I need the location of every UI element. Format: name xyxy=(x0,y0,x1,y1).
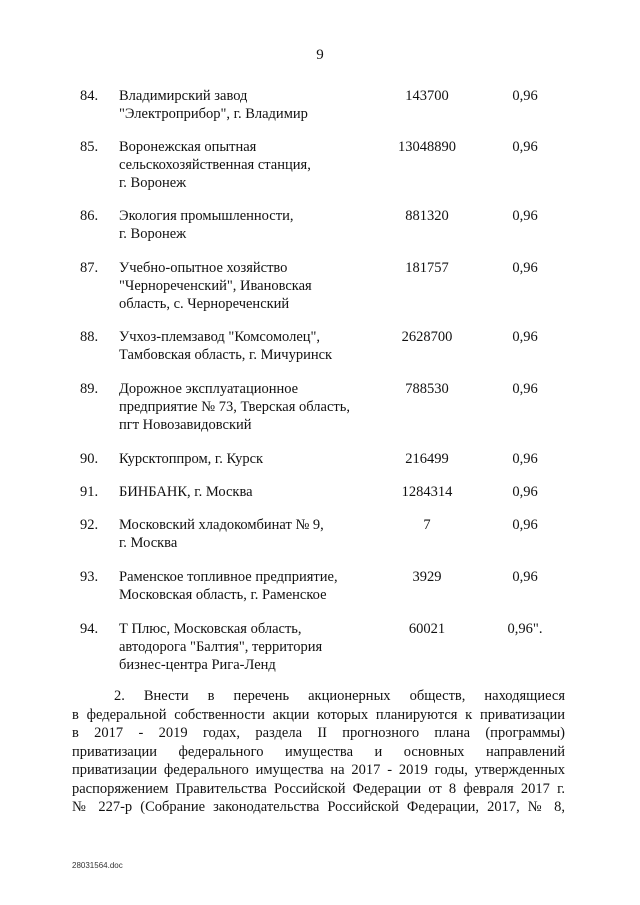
share-percent: 0,96". xyxy=(507,621,543,637)
company-name-line: "Чернореченский", Ивановская xyxy=(119,278,312,294)
company-name xyxy=(119,483,389,501)
company-name xyxy=(119,207,389,243)
row-number: 84. xyxy=(80,88,99,104)
company-name-line: пгт Новозавидовский xyxy=(119,417,252,433)
company-name-line: область, с. Чернореченский xyxy=(119,296,290,312)
document-filename: 28031564.doc xyxy=(72,861,123,870)
company-name-line: предприятие № 73, Тверская область, xyxy=(119,399,350,415)
body-paragraph xyxy=(72,687,565,817)
paragraph-line: приватизации федерального имущества и основных направлений xyxy=(72,743,565,760)
row-number: 91. xyxy=(80,484,99,500)
shares-count: 1284314 xyxy=(401,484,453,500)
share-percent: 0,96 xyxy=(512,260,538,276)
paragraph-line: приватизации федерального имущества на 2017 - 2019 годы, утвержденных xyxy=(72,762,565,778)
share-percent: 0,96 xyxy=(512,208,538,224)
company-name-line: "Электроприбор", г. Владимир xyxy=(119,106,308,122)
company-name-line: г. Воронеж xyxy=(119,226,187,242)
company-name-line: сельскохозяйственная станция, xyxy=(119,157,311,173)
paragraph-line: распоряжением Правительства Российской Федерации от 8 февраля 2017 г. xyxy=(72,780,565,797)
company-name-line: Т Плюс, Московская область, xyxy=(119,621,302,637)
company-name-line: Учхоз-племзавод "Комсомолец", xyxy=(119,329,321,345)
shares-count: 881320 xyxy=(405,208,449,224)
company-name-line: Тамбовская область, г. Мичуринск xyxy=(119,347,333,363)
company-name xyxy=(119,259,389,313)
share-percent: 0,96 xyxy=(512,517,538,533)
row-number: 86. xyxy=(80,208,99,224)
share-percent: 0,96 xyxy=(512,451,538,467)
shares-count: 60021 xyxy=(408,621,446,637)
shares-count: 143700 xyxy=(405,88,449,104)
company-name xyxy=(119,620,389,674)
share-percent: 0,96 xyxy=(512,484,538,500)
company-name-line: Московский хладокомбинат № 9, xyxy=(119,517,324,533)
row-number: 92. xyxy=(80,517,99,533)
company-name xyxy=(119,516,389,552)
page-number: 9 xyxy=(316,47,324,63)
share-percent: 0,96 xyxy=(512,329,538,345)
company-name-line: Воронежская опытная xyxy=(119,139,257,155)
row-number: 94. xyxy=(80,621,99,637)
row-number: 90. xyxy=(80,451,99,467)
company-name-line: Дорожное эксплуатационное xyxy=(119,381,299,397)
paragraph-line: в 2017 - 2019 годах, раздела II прогнозного плана (программы) xyxy=(72,725,565,741)
shares-count: 7 xyxy=(423,517,431,533)
share-percent: 0,96 xyxy=(512,88,538,104)
row-number: 89. xyxy=(80,381,99,397)
company-name-line: Владимирский завод xyxy=(119,88,248,104)
paragraph-line: № 227-р (Собрание законодательства Российской Федерации, 2017, № 8, xyxy=(72,799,565,815)
share-percent: 0,96 xyxy=(512,569,538,585)
shares-count: 2628700 xyxy=(401,329,453,345)
row-number: 87. xyxy=(80,260,99,276)
row-number: 88. xyxy=(80,329,99,345)
company-name-line: автодорога "Балтия", территория xyxy=(119,639,323,655)
paragraph-line: 2. Внести в перечень акционерных обществ, находящиеся xyxy=(114,688,565,704)
company-name-line: бизнес-центра Рига-Ленд xyxy=(119,657,276,673)
shares-count: 788530 xyxy=(405,381,449,397)
company-name-line: г. Воронеж xyxy=(119,175,187,191)
company-name xyxy=(119,87,389,123)
shares-count: 181757 xyxy=(405,260,449,276)
company-name xyxy=(119,328,389,364)
shares-count: 13048890 xyxy=(398,139,456,155)
company-name-line: Раменское топливное предприятие, xyxy=(119,569,338,585)
company-name-line: Учебно-опытное хозяйство xyxy=(119,260,288,276)
shares-count: 216499 xyxy=(405,451,449,467)
paragraph-line: в федеральной собственности акции которых планируются к приватизации xyxy=(72,706,565,723)
row-number: 85. xyxy=(80,139,99,155)
company-name xyxy=(119,380,389,434)
row-number: 93. xyxy=(80,569,99,585)
company-name xyxy=(119,450,389,468)
company-name-line: г. Москва xyxy=(119,535,178,551)
share-percent: 0,96 xyxy=(512,381,538,397)
shares-count: 3929 xyxy=(412,569,442,585)
company-name-line: Курсктоппром, г. Курск xyxy=(119,451,264,467)
company-name-line: Московская область, г. Раменское xyxy=(119,587,327,603)
company-name-line: БИНБАНК, г. Москва xyxy=(119,484,253,500)
company-name xyxy=(119,568,389,604)
share-percent: 0,96 xyxy=(512,139,538,155)
company-name-line: Экология промышленности, xyxy=(119,208,294,224)
company-name xyxy=(119,138,389,192)
